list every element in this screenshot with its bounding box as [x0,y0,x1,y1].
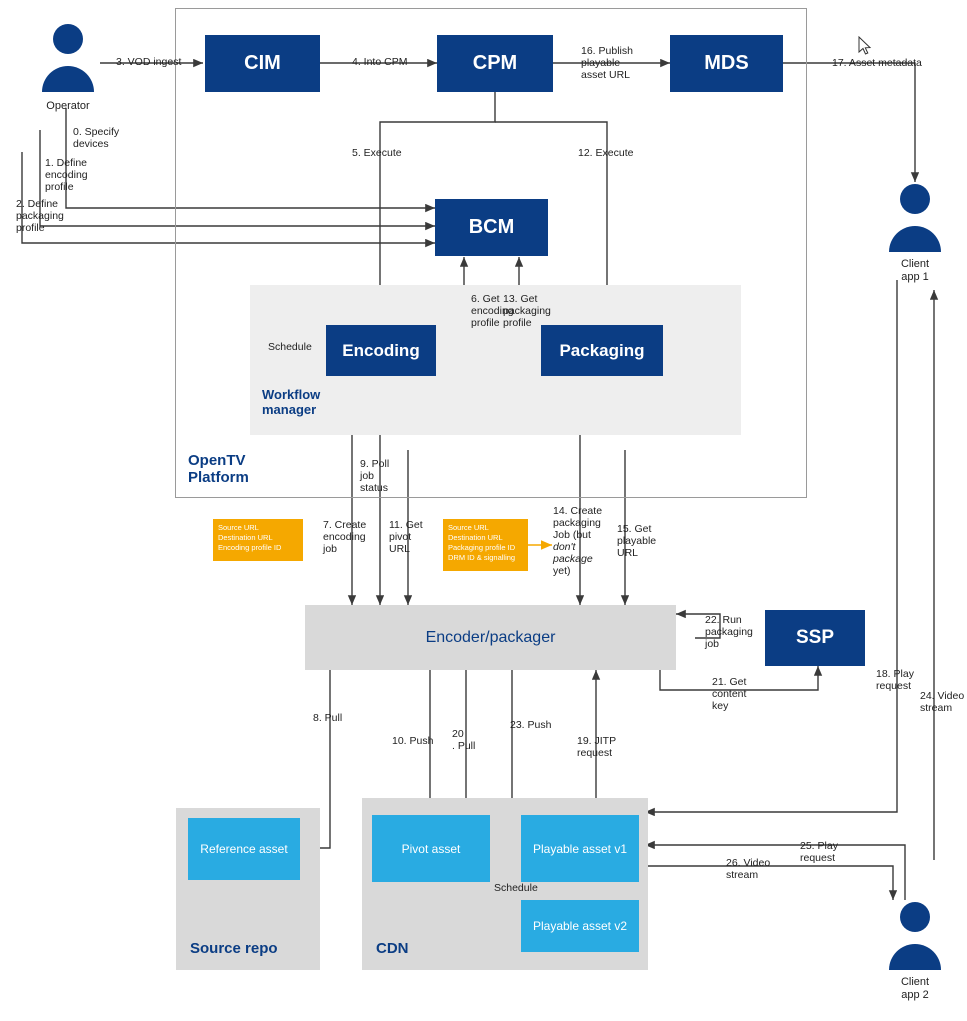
edge-label-9: 9. Poll job status [360,458,390,495]
note-line: Source URL [218,523,259,532]
edge-label-16: 16. Publish playable asset URL [581,45,633,82]
note-line: Destination URL [448,533,503,543]
node-packaging[interactable]: Packaging [541,325,663,376]
operator-label: Operator [46,100,90,112]
edge-label-18: 18. Play request [876,668,914,693]
cdn-title: CDN [376,940,409,957]
node-encoding[interactable]: Encoding [326,325,436,376]
edge-label-12: 12. Execute [578,147,634,159]
edge-label-22: 22. Run packaging job [705,614,753,651]
node-mds[interactable]: MDS [670,35,783,92]
edge-label-0: 0. Specify devices [73,126,120,151]
client-app-1-label: Client app 1 [900,258,930,284]
node-cpm[interactable]: CPM [437,35,553,92]
edge-label-17: 17. Asset metadata [832,57,922,69]
edge-label-25: 25. Play request [800,840,838,865]
edge-label-2: 2. Define packaging profile [16,198,64,235]
node-playable-asset-v1[interactable]: Playable asset v1 [521,815,639,882]
edge-label-5: 5. Execute [352,147,402,159]
node-ssp[interactable]: SSP [765,610,865,666]
platform-title: OpenTV Platform [188,452,249,487]
edge-label-7: 7. Create encoding job [323,519,367,556]
edge-label-14: 14. Create packaging Job (but don't package yet) [553,505,603,578]
edge-label-20: 20 . Pull [452,728,476,753]
edge-label-15: 15. Get playable URL [617,523,657,560]
edge-label-1: 1. Define encoding profile [45,157,88,194]
note-packaging-params [443,519,528,571]
node-reference-asset[interactable]: Reference asset [188,818,300,880]
note-line: Destination URL [218,533,273,543]
note-encoding-params [213,519,303,561]
note-line: DRM ID & signalling [448,553,516,563]
node-playable-asset-v2[interactable]: Playable asset v2 [521,900,639,952]
note-line: Encoding profile ID [218,543,282,553]
note-line: Packaging profile ID [448,543,516,553]
edge-label-10: 10. Push [392,735,434,747]
edge-label-8: 8. Pull [313,712,343,724]
workflow-manager-title: Workflow manager [262,387,321,417]
edge-label-19: 19. JITP request [577,735,617,760]
edge-label-schedule-encoding: Schedule [268,341,312,353]
node-bcm[interactable]: BCM [435,199,548,256]
edge-label-3: 3. VOD ingest [116,56,182,68]
edge-label-26: 26. Video stream [726,857,771,882]
operator-avatar [38,22,98,97]
client-app-2-label: Client app 2 [900,976,930,1002]
source-repo-title: Source repo [190,940,278,957]
node-cim[interactable]: CIM [205,35,320,92]
edge-label-24: 24. Video stream [920,690,965,715]
node-encoder-packager[interactable]: Encoder/packager [305,605,676,670]
client-app-1-avatar [885,182,945,257]
edge-label-23: 23. Push [510,719,552,731]
node-pivot-asset[interactable]: Pivot asset [372,815,490,882]
edge-label-13: 13. Get packaging profile [503,293,551,330]
edge-label-21: 21. Get content key [712,676,747,713]
client-app-2-avatar [885,900,945,975]
edge-label-4: 4. Into CPM [352,56,408,68]
note-line: Source URL [448,523,489,532]
edge-label-6: 6. Get encoding profile [471,293,514,330]
edge-label-push: Schedule [494,882,538,894]
edge-label-11: 11. Get pivot URL [389,519,423,556]
